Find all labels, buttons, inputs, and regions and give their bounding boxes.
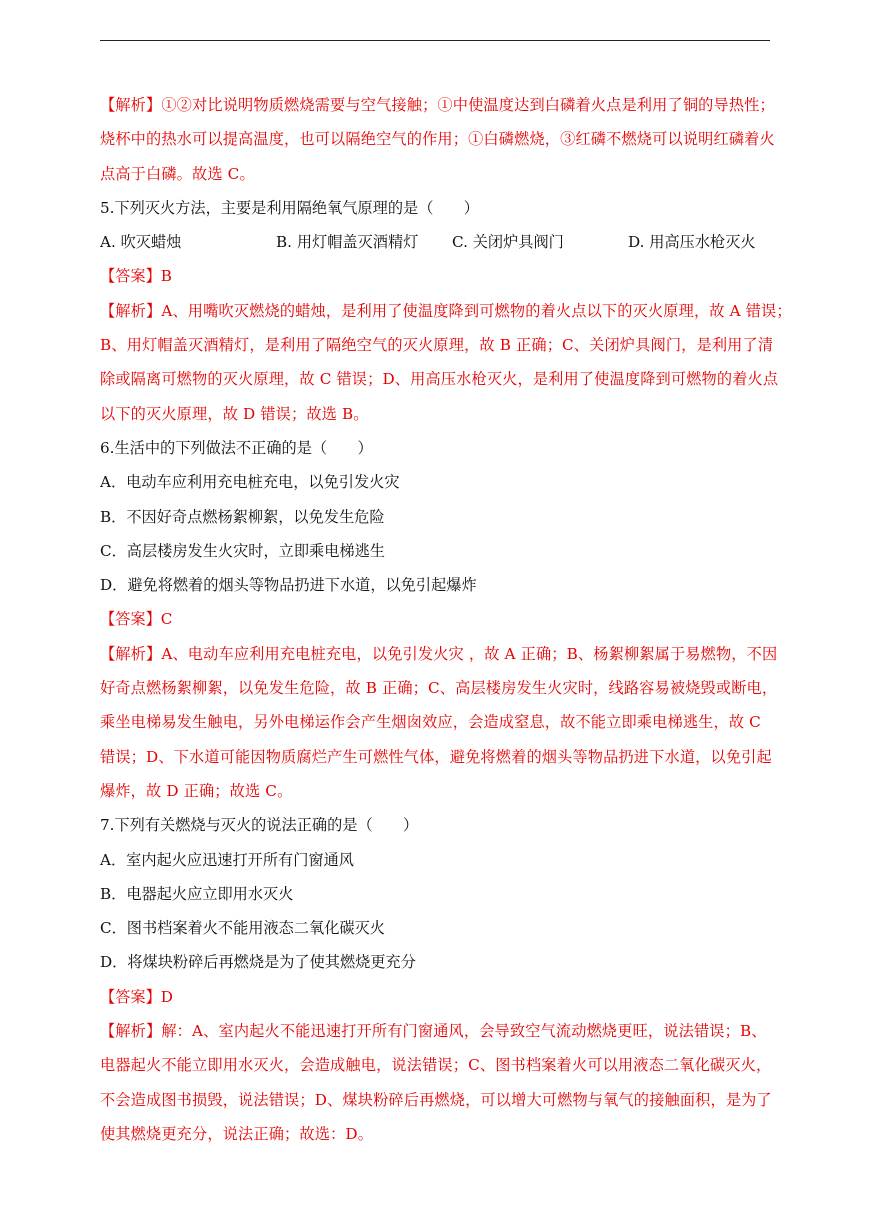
q7-option-c: C．图书档案着火不能用液态二氧化碳灭火 — [100, 919, 385, 938]
q5-analysis-line: 【解析】A、用嘴吹灭燃烧的蜡烛，是利用了使温度降到可燃物的着火点以下的灭火原理，故 A 错误； — [100, 301, 792, 320]
q4-analysis — [100, 88, 775, 191]
q7-option-b: B．电器起火应立即用水灭火 — [100, 884, 294, 903]
q6-option-b: B．不因好奇点燃杨絮柳絮，以免发生危险 — [100, 507, 385, 526]
q6-option-a: A．电动车应利用充电桩充电，以免引发火灾 — [100, 473, 400, 492]
q5-option-d: D. 用高压水枪灭火 — [628, 233, 756, 252]
q6-analysis-line: 错误；D、下水道可能因物质腐烂产生可燃性气体，避免将燃着的烟头等物品扔进下水道，以免引起 — [100, 747, 772, 766]
q7-analysis-line: 不会造成图书损毁，说法错误；D、煤块粉碎后再燃烧，可以增大可燃物与氧气的接触面积，是为了 — [100, 1090, 772, 1109]
q6-analysis-line: 爆炸，故 D 正确；故选 C。 — [100, 781, 293, 800]
q7-analysis-line: 电器起火不能立即用水灭火，会造成触电，说法错误；C、图书档案着火可以用液态二氧化碳灭火， — [100, 1056, 772, 1075]
q4-analysis-line: 点高于白磷。故选 C。 — [100, 164, 255, 183]
q5-options — [100, 225, 772, 259]
q6-answer: 【答案】C — [100, 610, 173, 629]
document-body — [100, 88, 792, 1151]
q4-analysis-line: 【解析】①②对比说明物质燃烧需要与空气接触；①中使温度达到白磷着火点是利用了铜的导热性； — [100, 96, 775, 114]
q7-analysis-line: 使其燃烧更充分，说法正确；故选：D。 — [100, 1124, 374, 1143]
q5-analysis — [100, 294, 792, 431]
q6-analysis — [100, 637, 778, 808]
q7-analysis-line: 【解析】解：A、室内起火不能迅速打开所有门窗通风，会导致空气流动燃烧更旺，说法错误；B、 — [100, 1022, 767, 1041]
header-rule — [100, 40, 770, 41]
q5-stem: 5.下列灭火方法，主要是利用隔绝氧气原理的是（ ） — [100, 198, 479, 217]
q7-option-d: D．将煤块粉碎后再燃烧是为了使其燃烧更充分 — [100, 953, 416, 972]
q4-analysis-line: 烧杯中的热水可以提高温度，也可以隔绝空气的作用；①白磷燃烧，③红磷不燃烧可以说明红磷着火 — [100, 130, 775, 149]
q5-analysis-line: B、用灯帽盖灭酒精灯，是利用了隔绝空气的灭火原理，故 B 正确；C、关闭炉具阀门，是利用了清 — [100, 336, 774, 355]
q6-analysis-line: 【解析】A、电动车应利用充电桩充电，以免引发火灾 ，故 A 正确；B、杨絮柳絮属于易燃物，不因 — [100, 644, 778, 663]
q5-option-b: B. 用灯帽盖灭酒精灯 — [276, 233, 419, 252]
q6-option-d: D．避免将燃着的烟头等物品扔进下水道，以免引起爆炸 — [100, 576, 477, 595]
q6-analysis-line: 乘坐电梯易发生触电，另外电梯运作会产生烟囱效应，会造成窒息，故不能立即乘电梯逃生，故 C — [100, 713, 761, 732]
q7-stem: 7.下列有关燃烧与灭火的说法正确的是（ ） — [100, 816, 419, 835]
q6-stem: 6.生活中的下列做法不正确的是（ ） — [100, 438, 373, 457]
q5-answer: 【答案】B — [100, 267, 172, 286]
q5-analysis-line: 除或隔离可燃物的灭火原理，故 C 错误；D、用高压水枪灭火，是利用了使温度降到可燃物的着火点 — [100, 370, 779, 389]
q5-option-a: A. 吹灭蜡烛 — [100, 233, 182, 252]
q6-analysis-line: 好奇点燃杨絮柳絮，以免发生危险，故 B 正确；C、高层楼房发生火灾时，线路容易被烧毁或断电， — [100, 679, 778, 698]
q7-answer: 【答案】D — [100, 987, 173, 1006]
q6-option-c: C．高层楼房发生火灾时，立即乘电梯逃生 — [100, 541, 385, 560]
q7-option-a: A．室内起火应迅速打开所有门窗通风 — [100, 850, 354, 869]
q7-analysis — [100, 1014, 772, 1151]
q5-analysis-line: 以下的灭火原理，故 D 错误；故选 B。 — [100, 404, 369, 423]
q5-option-c: C. 关闭炉具阀门 — [452, 233, 564, 252]
